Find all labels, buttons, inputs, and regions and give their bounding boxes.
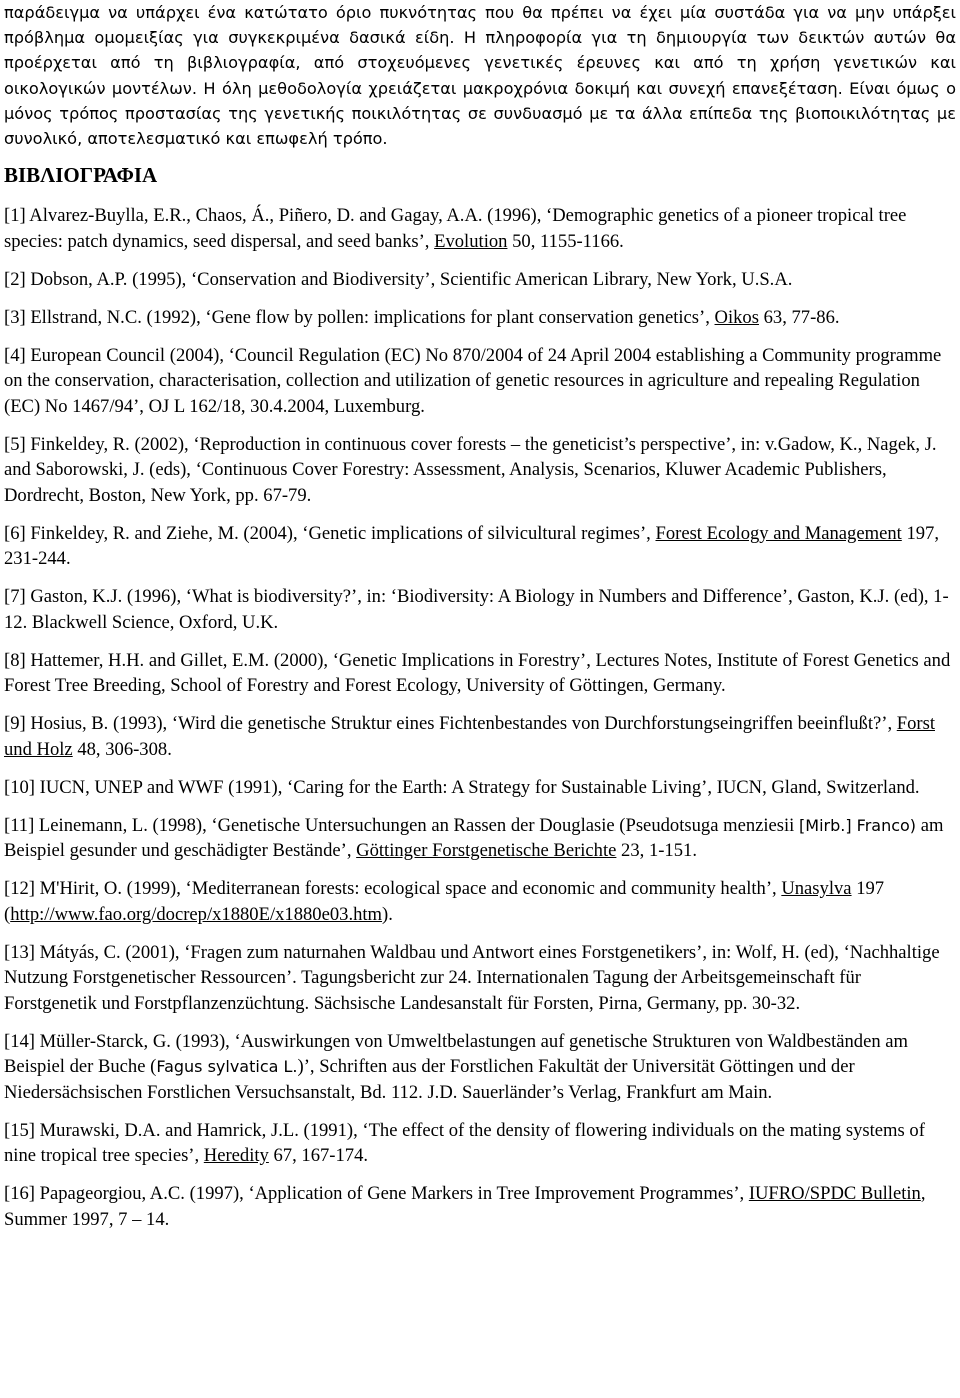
taxon-authority: [Mirb.] Franco) bbox=[799, 815, 917, 835]
reference-6: [6] Finkeldey, R. and Ziehe, M. (2004), ‘Genetic implications of silvicultural regimes’, Forest Ecology and Management 197, 231-244. bbox=[4, 522, 939, 570]
reference-9: [9] Hosius, B. (1993), ‘Wird die genetische Struktur eines Fichtenbestandes von Durchforstungseingriffen beeinflußt?’, Forst und Holz 48, 306-308. bbox=[4, 713, 935, 760]
reference-2: [2] Dobson, A.P. (1995), ‘Conservation and Biodiversity’, Scientific American Library, New York, U.S.A. bbox=[4, 268, 793, 290]
intro-text-methodology: Η όλη μεθοδολογία χρειάζεται μακροχρόνια δοκιμή και συνεχή επανεξέταση. Είναι όμως ο μόνος τρόπος προστασίας της γενετικής ποικιλότητας σε συνδυασμό με τα άλλα επίπεδα της βιοποικιλότητας με συνολικό, αποτελεσματικό και επωφελή τρόπο. bbox=[4, 78, 957, 149]
reference-3: [3] Ellstrand, N.C. (1992), ‘Gene flow by pollen: implications for plant conservation genetics’, Oikos 63, 77-86. bbox=[4, 306, 840, 328]
reference-4: [4] European Council (2004), ‘Council Regulation (EC) No 870/2004 of 24 April 2004 establishing a Community programme on the conservation, characterisation, collection and utilization of genetic resources in agriculture and repealing Regulation (EC) No 1467/94’, OJ L 162/18, 30.4.2004, Luxemburg. bbox=[4, 344, 942, 417]
reference-12: [12] M'Hirit, O. (1999), ‘Mediterranean forests: ecological space and economic and community health’, Unasylva 197 (http://www.fao.org/docrep/x1880E/x1880e03.htm). bbox=[4, 878, 885, 925]
species-name: Fagus sylvatica L. bbox=[156, 1057, 298, 1077]
reference-8: [8] Hattemer, H.H. and Gillet, E.M. (2000), ‘Genetic Implications in Forestry’, Lectures Notes, Institute of Forest Genetics and Forest Tree Breeding, School of Forestry and Forest Ecology, University of Göttingen, Germany. bbox=[4, 649, 951, 697]
reference-7: [7] Gaston, K.J. (1996), ‘What is biodiversity?’, in: ‘Biodiversity: A Biology in Numbers and Difference’, Gaston, K.J. (ed), 1-12. Blackwell Science, Oxford, U.K. bbox=[4, 586, 949, 633]
journal-link[interactable]: Unasylva bbox=[781, 878, 852, 900]
reference-1: [1] Alvarez-Buylla, E.R., Chaos, Á., Piñero, D. and Gagay, A.A. (1996), ‘Demographic genetics of a pioneer tropical tree species: patch dynamics, seed dispersal, and seed banks’, Evolution 50, 1155-1166. bbox=[4, 205, 907, 252]
journal-link[interactable]: Forst und Holz bbox=[4, 713, 935, 760]
journal-link[interactable]: IUFRO/SPDC Bulletin bbox=[748, 1183, 921, 1205]
reference-list bbox=[4, 203, 956, 1232]
reference-10: [10] IUCN, UNEP and WWF (1991), ‘Caring for the Earth: A Strategy for Sustainable Living’, IUCN, Gland, Switzerland. bbox=[4, 776, 920, 798]
reference-11: [11] Leinemann, L. (1998), ‘Genetische Untersuchungen an Rassen der Douglasie (Pseudotsuga menziesii [Mirb.] Franco) am Beispiel gesunder und geschädigter Bestände’, Göttinger Forstgenetische Berichte 23, 1-151. bbox=[4, 814, 944, 862]
journal-link[interactable]: Forest Ecology and Management bbox=[655, 522, 902, 544]
journal-link[interactable]: Evolution bbox=[434, 230, 508, 252]
reference-16: [16] Papageorgiou, A.C. (1997), ‘Application of Gene Markers in Tree Improvement Programmes’, IUFRO/SPDC Bulletin, Summer 1997, 7 – 14. bbox=[4, 1183, 926, 1230]
reference-15: [15] Murawski, D.A. and Hamrick, J.L. (1991), ‘The effect of the density of flowering individuals on the mating systems of nine tropical tree species’, Heredity 67, 167-174. bbox=[4, 1119, 925, 1167]
document-page bbox=[4, 0, 956, 1245]
reference-5: [5] Finkeldey, R. (2002), ‘Reproduction in continuous cover forests – the geneticist’s perspective’, in: v.Gadow, K., Nagek, J. and Saborowski, J. (eds), ‘Continuous Cover Forestry: Assessment, Analysis, Scenarios, Kluwer Academic Publishers, Dordrecht, Boston, New York, pp. 67-79. bbox=[4, 433, 937, 506]
journal-link[interactable]: Heredity bbox=[203, 1145, 269, 1167]
reference-14: [14] Müller-Starck, G. (1993), ‘Auswirkungen von Umweltbelastungen auf genetische Strukturen von Waldbeständen am Beispiel der Buche (Fagus sylvatica L.)’, Schriften aus der Forstlichen Fakultät der Universität Göttingen und der Niedersächsischen Forstlichen Versuchsanstalt, Bd. 112. J.D. Sauerländer’s Verlag, Frankfurt am Main. bbox=[4, 1030, 909, 1103]
journal-link[interactable]: Göttinger Forstgenetische Berichte bbox=[356, 840, 617, 862]
journal-link[interactable]: Oikos bbox=[714, 306, 759, 328]
reference-13: [13] Mátyás, C. (2001), ‘Fragen zum naturnahen Waldbau und Antwort eines Forstgenetikers’, in: Wolf, H. (ed), ‘Nachhaltige Nutzung Forstgenetischer Ressourcen’. Tagungsbericht zur 24. Internationalen Tagung der Arbeitsgemeinschaft für Forstgenetik und Forstpflanzenzüchtung. Sächsische Landesanstalt für Forsten, Pirna, Germany, pp. 30-32. bbox=[4, 941, 940, 1014]
url-link[interactable]: http://www.fao.org/docrep/x1880E/x1880e03.htm bbox=[10, 903, 383, 925]
bibliography-heading: ΒΙΒΛΙΟΓΡΑΦΙΑ bbox=[4, 163, 158, 188]
intro-text: παράδειγμα να υπάρχει ένα κατώτατο όριο πυκνότητας που θα πρέπει να έχει μία συστάδα για να μην υπάρξει πρόβλημα ομομειξίας για συγκεκριμένα δασικά είδη. Η πληροφορία για τη δημιουργία των δεικτών αυτών θα προέρχεται από τη βιβλιογραφία, από στοχευόμενες γενετικές έρευνες και από τη χρήση γενετικών και οικολογικών μοντέλων. bbox=[4, 3, 956, 98]
intro-paragraph bbox=[4, 0, 956, 151]
